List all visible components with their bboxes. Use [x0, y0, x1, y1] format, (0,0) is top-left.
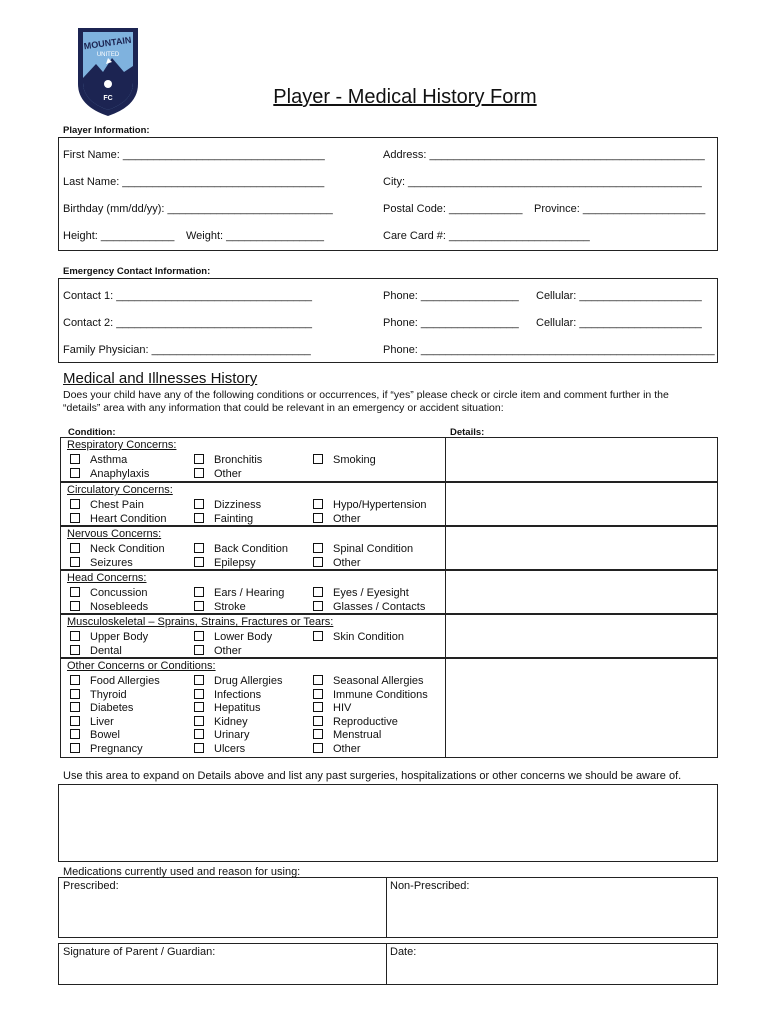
emergency-label: Emergency Contact Information:	[63, 266, 211, 277]
checkbox-icon[interactable]	[313, 702, 323, 712]
condition-label-text: Eyes / Eyesight	[333, 587, 409, 599]
checkbox-icon[interactable]	[313, 716, 323, 726]
checkbox-icon[interactable]	[70, 729, 80, 739]
prescribed-field[interactable]	[63, 880, 381, 934]
condition-label-text: Kidney	[214, 715, 248, 728]
checkbox-icon[interactable]	[313, 729, 323, 739]
non-prescribed-field[interactable]	[390, 880, 714, 934]
checkbox-icon[interactable]	[313, 499, 323, 509]
city-field[interactable]: City: ________________________________________________	[383, 176, 702, 188]
signature-divider	[386, 943, 387, 985]
care-card-field[interactable]: Care Card #: _______________________	[383, 230, 590, 242]
condition-checkbox-item[interactable]	[313, 513, 361, 526]
condition-checkbox-item[interactable]	[313, 729, 381, 742]
condition-checkbox-item[interactable]	[70, 601, 148, 614]
condition-label-text: Hepatitus	[214, 702, 261, 714]
condition-label-text: Dental	[90, 644, 122, 657]
page-title: Player - Medical History Form	[273, 86, 537, 108]
condition-label-text: Other	[333, 512, 361, 525]
checkbox-icon[interactable]	[313, 587, 323, 597]
condition-checkbox-item[interactable]	[70, 702, 133, 715]
condition-checkbox-item[interactable]	[194, 557, 256, 570]
condition-checkbox-item[interactable]	[194, 454, 262, 467]
condition-checkbox-item[interactable]	[70, 631, 148, 644]
condition-label-text: HIV	[333, 702, 352, 714]
condition-category-title: Musculoskeletal – Sprains, Strains, Fractures or Tears:	[67, 616, 334, 628]
condition-row	[60, 658, 718, 758]
condition-label-text: Urinary	[214, 729, 250, 741]
condition-label-text: Back Condition	[214, 543, 288, 555]
checkbox-icon[interactable]	[194, 729, 204, 739]
condition-checkbox-item[interactable]	[194, 645, 242, 658]
condition-label-text: Other	[214, 644, 242, 657]
condition-checkbox-item[interactable]	[194, 689, 261, 702]
checkbox-icon[interactable]	[194, 743, 204, 753]
condition-checkbox-item[interactable]	[313, 702, 351, 715]
checkbox-icon[interactable]	[70, 645, 80, 655]
condition-row	[60, 526, 718, 570]
postal-code-field[interactable]: Postal Code: ____________	[383, 203, 523, 215]
details-cell[interactable]	[447, 527, 717, 569]
cell2-field[interactable]: Cellular: ____________________	[536, 317, 702, 329]
checkbox-icon[interactable]	[70, 543, 80, 553]
condition-category-title: Circulatory Concerns:	[67, 484, 173, 496]
condition-label-text: Reproductive	[333, 715, 398, 728]
condition-label-text: Anaphylaxis	[90, 467, 150, 480]
condition-checkbox-item[interactable]	[313, 587, 409, 600]
details-cell[interactable]	[447, 571, 717, 613]
condition-checkbox-item[interactable]	[194, 631, 272, 644]
condition-label-text: Glasses / Contacts	[333, 600, 426, 613]
condition-checkbox-item[interactable]	[313, 454, 376, 467]
checkbox-icon[interactable]	[313, 689, 323, 699]
condition-label-text: Infections	[214, 688, 262, 701]
medications-label: Medications currently used and reason for using:	[63, 866, 301, 878]
checkbox-icon[interactable]	[313, 557, 323, 567]
checkbox-icon[interactable]	[194, 468, 204, 478]
condition-label-text: Seizures	[90, 556, 133, 569]
condition-checkbox-item[interactable]	[313, 543, 413, 556]
checkbox-icon[interactable]	[70, 454, 80, 464]
phone1-field[interactable]: Phone: ________________	[383, 290, 519, 302]
condition-label-text: Liver	[90, 715, 114, 728]
last-name-field[interactable]: Last Name: _________________________________	[63, 176, 325, 188]
checkbox-icon[interactable]	[70, 675, 80, 685]
condition-category-title: Other Concerns or Conditions:	[67, 660, 216, 672]
condition-checkbox-item[interactable]	[70, 499, 144, 512]
condition-checkbox-item[interactable]	[70, 743, 143, 756]
checkbox-icon[interactable]	[70, 702, 80, 712]
condition-row	[60, 570, 718, 614]
checkbox-icon[interactable]	[70, 513, 80, 523]
prescribed-label: Prescribed:	[63, 880, 119, 892]
condition-checkbox-item[interactable]	[194, 729, 249, 742]
checkbox-icon[interactable]	[313, 743, 323, 753]
condition-label-text: Other	[333, 556, 361, 569]
details-cell[interactable]	[447, 615, 717, 657]
physician-field[interactable]: Family Physician: __________________________	[63, 344, 311, 356]
details-cell[interactable]	[447, 438, 717, 481]
condition-label-text: Smoking	[333, 454, 376, 466]
logo-text-fc: FC	[103, 95, 113, 102]
condition-checkbox-item[interactable]	[70, 645, 122, 658]
condition-checkbox-item[interactable]	[70, 729, 120, 742]
date-field[interactable]	[390, 946, 714, 982]
condition-row	[60, 482, 718, 526]
condition-checkbox-item[interactable]	[70, 587, 147, 600]
condition-checkbox-item[interactable]	[313, 716, 398, 729]
checkbox-icon[interactable]	[194, 716, 204, 726]
checkbox-icon[interactable]	[194, 454, 204, 464]
condition-label-text: Diabetes	[90, 702, 134, 714]
condition-row	[60, 614, 718, 658]
checkbox-icon[interactable]	[194, 587, 204, 597]
condition-label-text: Skin Condition	[333, 631, 404, 643]
condition-label-text: Ulcers	[214, 742, 246, 755]
condition-checkbox-item[interactable]	[313, 743, 361, 756]
logo-text-united: UNITED	[96, 52, 120, 58]
details-divider	[445, 658, 446, 758]
condition-checkbox-item[interactable]	[194, 513, 253, 526]
province-field[interactable]: Province: ____________________	[534, 203, 706, 215]
condition-category-title: Nervous Concerns:	[67, 528, 162, 540]
expand-textarea[interactable]	[58, 784, 718, 862]
checkbox-icon[interactable]	[313, 543, 323, 553]
condition-label-text: Chest Pain	[90, 499, 144, 511]
condition-label-text: Lower Body	[214, 631, 273, 643]
checkbox-icon[interactable]	[313, 513, 323, 523]
condition-checkbox-item[interactable]	[313, 675, 424, 688]
condition-label-text: Seasonal Allergies	[333, 675, 424, 687]
non-prescribed-label: Non-Prescribed:	[390, 880, 470, 892]
condition-label: Condition:	[68, 427, 116, 438]
details-cell[interactable]	[447, 483, 717, 525]
checkbox-icon[interactable]	[70, 557, 80, 567]
club-logo	[76, 26, 140, 118]
condition-checkbox-item[interactable]	[194, 743, 245, 756]
details-divider	[445, 437, 446, 482]
details-divider	[445, 570, 446, 614]
condition-checkbox-item[interactable]	[70, 468, 149, 481]
condition-checkbox-item[interactable]	[313, 689, 428, 702]
date-label: Date:	[390, 946, 417, 958]
condition-label-text: Other	[333, 742, 361, 755]
checkbox-icon[interactable]	[313, 675, 323, 685]
details-cell[interactable]	[447, 659, 717, 757]
condition-label-text: Thyroid	[90, 688, 127, 701]
checkbox-icon[interactable]	[70, 631, 80, 641]
checkbox-icon[interactable]	[194, 499, 204, 509]
expand-note: Use this area to expand on Details above and list any past surgeries, hospitalizations or other concerns we should be aware of.	[63, 770, 682, 782]
checkbox-icon[interactable]	[70, 601, 80, 611]
condition-label-text: Food Allergies	[90, 675, 160, 687]
medical-intro-line1: Does your child have any of the following conditions or occurrences, if “yes” please check or circle item and comment further in the	[63, 389, 669, 401]
condition-label-text: Pregnancy	[90, 742, 143, 755]
condition-label-text: Other	[214, 467, 242, 480]
condition-label-text: Bowel	[90, 729, 120, 741]
condition-checkbox-item[interactable]	[70, 557, 133, 570]
condition-checkbox-item[interactable]	[194, 543, 288, 556]
condition-label-text: Nosebleeds	[90, 600, 149, 613]
condition-label-text: Asthma	[90, 454, 128, 466]
checkbox-icon[interactable]	[194, 645, 204, 655]
medical-intro	[63, 389, 723, 415]
condition-label-text: Stroke	[214, 600, 246, 613]
details-divider	[445, 614, 446, 658]
checkbox-icon[interactable]	[194, 543, 204, 553]
first-name-field[interactable]: First Name: _________________________________	[63, 149, 325, 161]
checkbox-icon[interactable]	[313, 631, 323, 641]
condition-row	[60, 437, 718, 482]
logo-text-mountain: MOUNTAIN	[83, 34, 132, 52]
checkbox-icon[interactable]	[70, 743, 80, 753]
condition-label-text: Fainting	[214, 512, 254, 525]
medical-intro-line2: “details” area with any information that could be relevant in an emergency or accident situation:	[63, 402, 504, 414]
condition-checkbox-item[interactable]	[70, 716, 114, 729]
condition-checkbox-item[interactable]	[194, 675, 282, 688]
condition-checkbox-item[interactable]	[313, 557, 361, 570]
condition-label-text: Immune Conditions	[333, 688, 428, 701]
condition-label-text: Hypo/Hypertension	[333, 499, 427, 511]
checkbox-icon[interactable]	[70, 499, 80, 509]
checkbox-icon[interactable]	[194, 601, 204, 611]
condition-label-text: Bronchitis	[214, 454, 263, 466]
condition-checkbox-item[interactable]	[70, 675, 160, 688]
medications-divider	[386, 877, 387, 938]
condition-checkbox-item[interactable]	[70, 543, 165, 556]
weight-field[interactable]: Weight: ________________	[186, 230, 325, 242]
condition-label-text: Epilepsy	[214, 556, 256, 569]
checkbox-icon[interactable]	[194, 631, 204, 641]
phone3-field[interactable]: Phone: ________________________________________________	[383, 344, 715, 356]
checkbox-icon[interactable]	[70, 689, 80, 699]
checkbox-icon[interactable]	[313, 454, 323, 464]
signature-label: Signature of Parent / Guardian:	[63, 946, 216, 958]
height-field[interactable]: Height: ____________	[63, 230, 175, 242]
signature-field[interactable]	[63, 946, 381, 982]
condition-label-text: Drug Allergies	[214, 675, 283, 687]
condition-label-text: Spinal Condition	[333, 543, 414, 555]
condition-category-title: Respiratory Concerns:	[67, 439, 177, 451]
condition-checkbox-item[interactable]	[194, 716, 248, 729]
condition-checkbox-item[interactable]	[194, 587, 284, 600]
details-divider	[445, 526, 446, 570]
checkbox-icon[interactable]	[194, 675, 204, 685]
condition-checkbox-item[interactable]	[70, 454, 127, 467]
condition-checkbox-item[interactable]	[313, 499, 427, 512]
checkbox-icon[interactable]	[194, 689, 204, 699]
contact1-field[interactable]: Contact 1: ________________________________	[63, 290, 312, 302]
condition-label-text: Heart Condition	[90, 512, 167, 525]
condition-checkbox-item[interactable]	[70, 513, 166, 526]
player-info-label: Player Information:	[63, 125, 150, 136]
checkbox-icon[interactable]	[70, 468, 80, 478]
checkbox-icon[interactable]	[313, 601, 323, 611]
checkbox-icon[interactable]	[194, 513, 204, 523]
condition-label-text: Neck Condition	[90, 543, 165, 555]
condition-category-title: Head Concerns:	[67, 572, 147, 584]
condition-checkbox-item[interactable]	[313, 631, 404, 644]
checkbox-icon[interactable]	[70, 587, 80, 597]
medical-heading: Medical and Illnesses History	[63, 370, 258, 387]
condition-label-text: Dizziness	[214, 499, 262, 511]
checkbox-icon[interactable]	[70, 716, 80, 726]
condition-checkbox-item[interactable]	[313, 601, 425, 614]
phone2-field[interactable]: Phone: ________________	[383, 317, 519, 329]
condition-checkbox-item[interactable]	[194, 702, 260, 715]
condition-checkbox-item[interactable]	[194, 499, 261, 512]
address-field[interactable]: Address: _____________________________________________	[383, 149, 705, 161]
condition-checkbox-item[interactable]	[194, 468, 242, 481]
details-divider	[445, 482, 446, 526]
details-label: Details:	[450, 427, 485, 438]
condition-label-text: Upper Body	[90, 631, 149, 643]
cell1-field[interactable]: Cellular: ____________________	[536, 290, 702, 302]
contact2-field[interactable]: Contact 2: ________________________________	[63, 317, 312, 329]
condition-label-text: Concussion	[90, 587, 148, 599]
birthday-field[interactable]: Birthday (mm/dd/yy): ___________________________	[63, 203, 333, 215]
checkbox-icon[interactable]	[194, 557, 204, 567]
checkbox-icon[interactable]	[194, 702, 204, 712]
condition-checkbox-item[interactable]	[70, 689, 127, 702]
condition-label-text: Ears / Hearing	[214, 587, 285, 599]
condition-label-text: Menstrual	[333, 729, 382, 741]
condition-checkbox-item[interactable]	[194, 601, 246, 614]
